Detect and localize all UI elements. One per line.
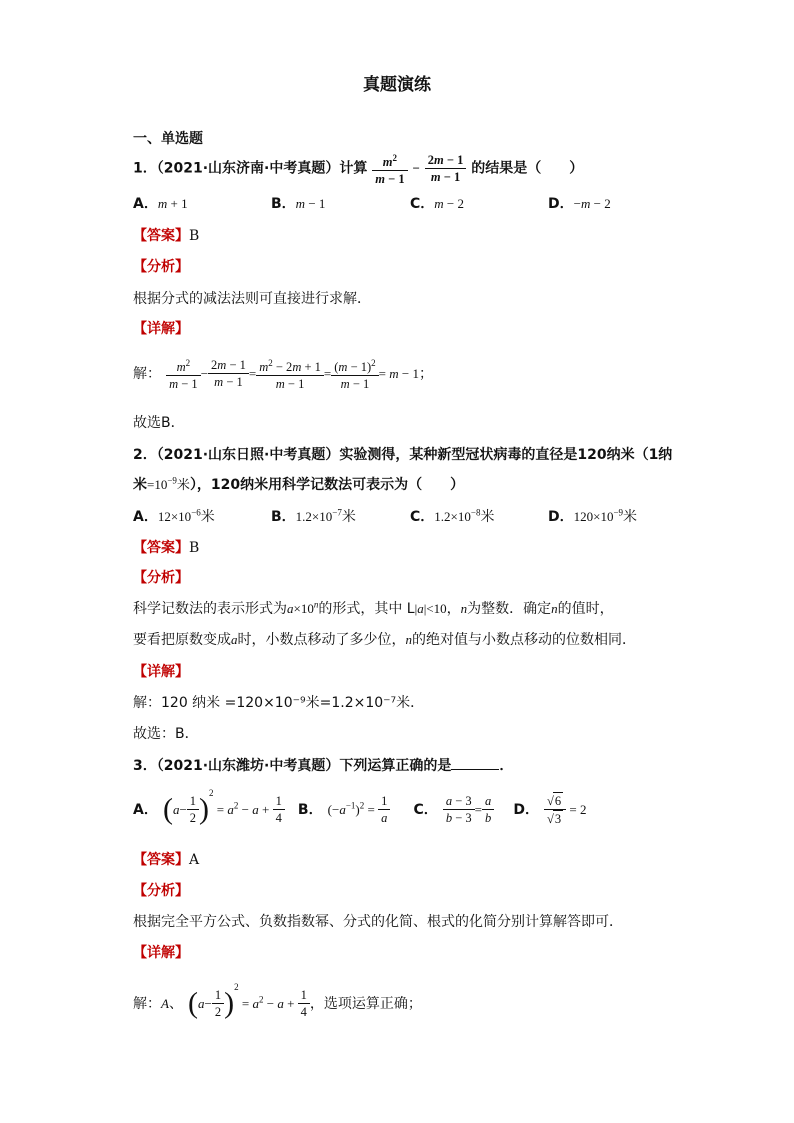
q2-option-d: D．$120\times 10^{-9}$米 (548, 507, 638, 525)
q3-option-a-label: A． (133, 802, 158, 818)
answer-blank (451, 757, 499, 770)
q1-detail-label: 【详解】 (133, 321, 189, 337)
q3-options: A． (a− $\frac{1}{2}$ )$^2 = a^2 - a$ + $\frac{1}{4}$ B． $(-a^{-1})^2$ = $\frac{1}{a}$ C． $\frac{a - 3}{b - 3}$ = $\frac{a}{b}$ D． $\frac{√6}{√3}$ = 2 (133, 788, 587, 826)
q2-analysis-line-1: 科学记数法的表示形式为$a\times 10^n$的形式，其中 L|a|<10，n为整数．确定n的值时， (133, 599, 614, 617)
q2-option-c: C．$1.2\times 10^{-8}$米 (410, 507, 495, 525)
q3-answer: 【答案】A (133, 852, 200, 868)
q2-line-2: 米$=10^{-9}$米），120纳米用科学记数法可表示为（ ） (133, 475, 465, 493)
q3-detail-label: 【详解】 (133, 945, 189, 961)
q3-option-c-label: C． (413, 802, 438, 818)
q1-detail: 解： $\frac{m^2}{m - 1}$ − $\frac{2m - 1}{m - 1}$ = $\frac{m^2 - 2m + 1}{m - 1}$ = $\frac{(m - 1)^2}{m - 1}$ = m − 1； (133, 355, 433, 392)
q1-option-b: B．m − 1 (271, 196, 326, 212)
q2-conclusion: 故选：B． (133, 726, 199, 742)
q3-analysis: 根据完全平方公式、负数指数幂、分式的化简、根式的化简分别计算解答即可． (133, 914, 623, 930)
q1-conclusion: 故选B． (133, 415, 185, 431)
section-heading: 一、单选题 (133, 131, 203, 147)
q3-analysis-label: 【分析】 (133, 883, 189, 899)
q1-analysis: 根据分式的减法法则可直接进行求解． (133, 291, 371, 307)
q2-detail: 解：120 纳米 =120×10⁻⁹米=1.2×10⁻⁷米． (133, 695, 425, 711)
question-3: 3．（2021·山东潍坊·中考真题）下列运算正确的是 ． (133, 758, 514, 774)
q3-option-b-label: B． (297, 802, 323, 818)
q2-detail-label: 【详解】 (133, 664, 189, 680)
q1-analysis-label: 【分析】 (133, 259, 189, 275)
q2-option-a: A．$12\times 10^{-6}$米 (133, 507, 215, 525)
question-1: 1．（2021·山东济南·中考真题）计算 $\frac{m^2}{m - 1}$ − $\frac{2m - 1}{m - 1}$ 的结果是（ ） (133, 150, 583, 187)
q2-answer: 【答案】B (133, 540, 200, 556)
q3-detail: 解：A、 (a− $\frac{1}{2}$ )$^2 = a^2 - a$ + $\frac{1}{4}$ ，选项运算正确； (133, 982, 422, 1020)
page-title: 真题演练 (363, 75, 431, 95)
q1-fraction-1: $\frac{m^2}{m - 1}$ (372, 150, 407, 187)
q3-option-d-label: D． (513, 802, 539, 818)
q2-analysis-line-2: 要看把原数变成a时，小数点移动了多少位，n的绝对值与小数点移动的位数相同． (133, 632, 636, 648)
q1-fraction-2: $\frac{2m - 1}{m - 1}$ (425, 152, 467, 185)
q2-option-b: B．$1.2\times 10^{-7}$米 (271, 507, 356, 525)
q2-line-1: 2．（2021·山东日照·中考真题）实验测得，某种新型冠状病毒的直径是120纳米（1纳 (133, 447, 673, 463)
q1-option-a: A．m + 1 (133, 196, 188, 212)
q1-option-d: D．−m − 2 (548, 196, 611, 212)
q1-answer: 【答案】B (133, 228, 200, 244)
q1-tail: 的结果是（ ） (471, 160, 584, 177)
q1-head: 1．（2021·山东济南·中考真题）计算 (133, 160, 368, 177)
q2-analysis-label: 【分析】 (133, 570, 189, 586)
q1-option-c: C．m − 2 (410, 196, 465, 212)
